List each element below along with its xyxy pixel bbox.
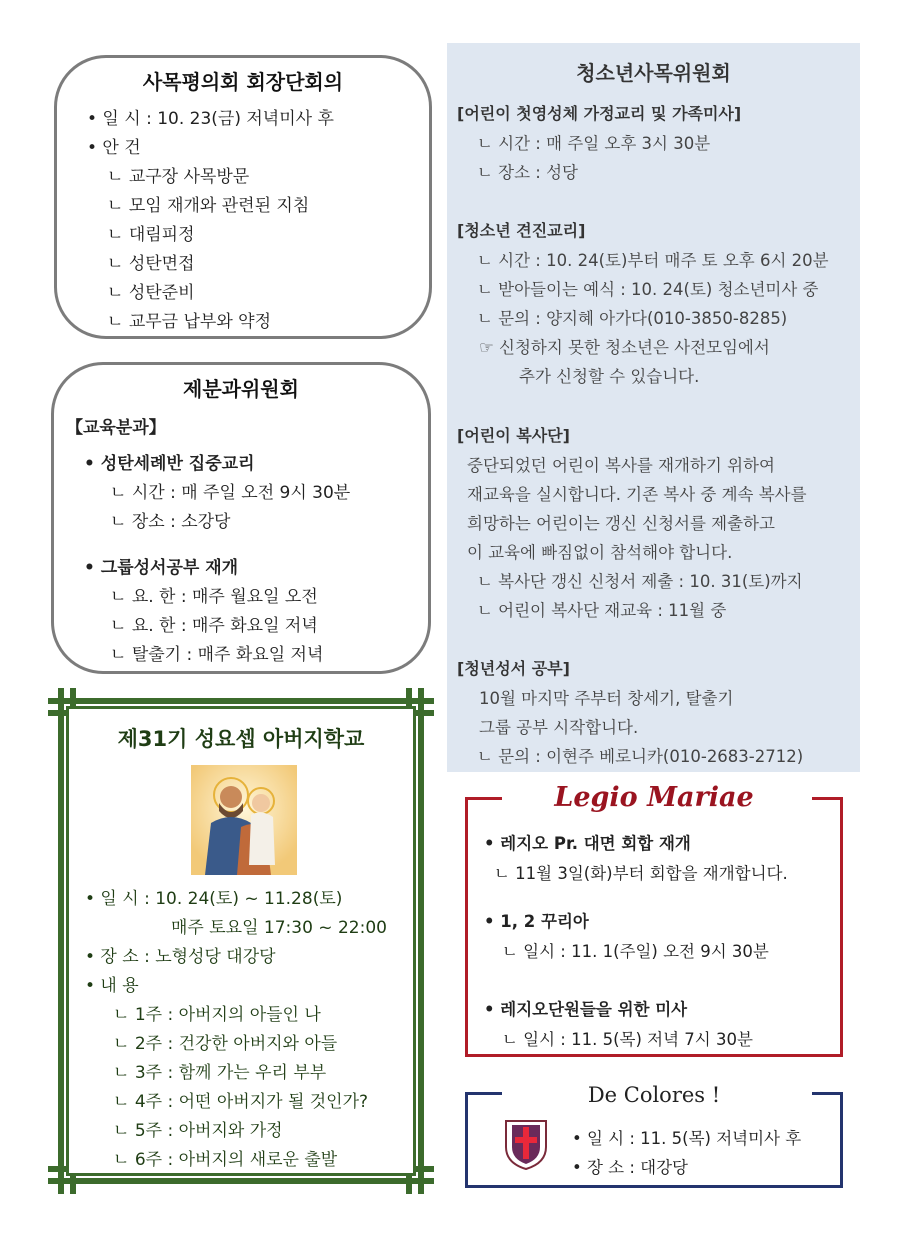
de-colores-date: • 일 시 : 11. 5(목) 저녁미사 후 bbox=[572, 1129, 802, 1148]
list-item: ㄴ 1주 : 아버지의 아들인 나 bbox=[113, 1005, 321, 1025]
section-heading: [청년성서 공부] bbox=[457, 659, 570, 678]
list-item: ㄴ 11월 3일(화)부터 회합을 재개합니다. bbox=[494, 864, 788, 883]
list-item: ㄴ 복사단 갱신 신청서 제출 : 10. 31(토)까지 bbox=[477, 572, 803, 591]
list-item: ㄴ 4주 : 어떤 아버지가 될 것인가? bbox=[113, 1092, 369, 1112]
fathers-school-box bbox=[48, 688, 434, 1194]
list-item: ㄴ 장소 : 성당 bbox=[477, 163, 578, 182]
youth-title: 청소년사목위원회 bbox=[576, 61, 731, 85]
paragraph-line: 희망하는 어린이는 갱신 신청서를 제출하고 bbox=[467, 514, 775, 533]
list-item: ㄴ 5주 : 아버지와 가정 bbox=[113, 1121, 283, 1141]
list-item: ㄴ 일시 : 11. 5(목) 저녁 7시 30분 bbox=[502, 1030, 753, 1049]
paragraph-line: 10월 마지막 주부터 창세기, 탈출기 bbox=[479, 689, 734, 708]
frame-post bbox=[58, 688, 64, 1194]
list-item: ㄴ 대림피정 bbox=[107, 225, 195, 245]
list-item: ㄴ 어린이 복사단 재교육 : 11월 중 bbox=[477, 601, 727, 620]
list-item: ㄴ 교무금 납부와 약정 bbox=[107, 312, 272, 332]
de-colores-box bbox=[465, 1083, 843, 1188]
committees-title: 제분과위원회 bbox=[183, 377, 299, 401]
list-item: • 레지오 Pr. 대면 회합 재개 bbox=[484, 834, 691, 853]
list-item: ㄴ 일시 : 11. 1(주일) 오전 9시 30분 bbox=[502, 942, 769, 961]
list-item: ㄴ 장소 : 소강당 bbox=[110, 512, 231, 532]
list-item: ㄴ 문의 : 양지혜 아가다(010-3850-8285) bbox=[477, 309, 788, 328]
de-colores-place: • 장 소 : 대강당 bbox=[572, 1158, 688, 1177]
fathers-content: • 내 용 bbox=[85, 976, 139, 996]
list-item: ㄴ 받아들이는 예식 : 10. 24(토) 청소년미사 중 bbox=[477, 280, 819, 299]
fathers-time: 매주 토요일 17:30 ~ 22:00 bbox=[171, 918, 387, 938]
list-item: ㄴ 성탄면접 bbox=[107, 254, 195, 274]
list-item: • 1, 2 꾸리아 bbox=[484, 912, 589, 931]
council-date: • 일 시 : 10. 23(금) 저녁미사 후 bbox=[87, 109, 334, 129]
st-joseph-image bbox=[191, 765, 297, 875]
paragraph-line: 중단되었던 어린이 복사를 재개하기 위하여 bbox=[467, 456, 775, 475]
paragraph-line: 이 교육에 빠짐없이 참석해야 합니다. bbox=[467, 543, 733, 562]
de-colores-logo bbox=[498, 1115, 554, 1171]
fathers-school-title: 제31기 성요셉 아버지학교 bbox=[117, 727, 365, 751]
legio-box bbox=[465, 782, 843, 1057]
list-item: ㄴ 성탄준비 bbox=[107, 283, 195, 303]
council-title: 사목평의회 회장단회의 bbox=[142, 70, 344, 94]
section-heading: 【교육분과】 bbox=[66, 418, 166, 438]
list-item: ㄴ 탈출기 : 매주 화요일 저녁 bbox=[110, 645, 324, 665]
list-item: ㄴ 요. 한 : 매주 월요일 오전 bbox=[110, 587, 318, 607]
note-line: 추가 신청할 수 있습니다. bbox=[519, 367, 700, 386]
list-item: ㄴ 문의 : 이현주 베로니카(010-2683-2712) bbox=[477, 747, 804, 766]
list-item: ㄴ 시간 : 10. 24(토)부터 매주 토 오후 6시 20분 bbox=[477, 251, 829, 270]
fathers-place: • 장 소 : 노형성당 대강당 bbox=[85, 947, 276, 967]
list-item: ㄴ 3주 : 함께 가는 우리 부부 bbox=[113, 1063, 327, 1083]
paragraph-line: 재교육을 실시합니다. 기존 복사 중 계속 복사를 bbox=[467, 485, 807, 504]
list-item: ㄴ 요. 한 : 매주 화요일 저녁 bbox=[110, 616, 318, 636]
list-item: ㄴ 2주 : 건강한 아버지와 아들 bbox=[113, 1034, 338, 1054]
committees-box bbox=[51, 362, 431, 674]
de-colores-title: De Colores ! bbox=[587, 1083, 721, 1107]
youth-ministry-panel bbox=[447, 43, 860, 772]
legio-title: Legio Mariae bbox=[554, 782, 754, 813]
list-item: ㄴ 시간 : 매 주일 오후 3시 30분 bbox=[477, 134, 711, 153]
list-item: ㄴ 6주 : 아버지의 새로운 출발 bbox=[113, 1150, 338, 1170]
section-heading: [어린이 복사단] bbox=[457, 426, 570, 445]
section-heading: [청소년 견진교리] bbox=[457, 221, 586, 240]
list-item: • 레지오단원들을 위한 미사 bbox=[484, 1000, 688, 1019]
frame-post bbox=[418, 688, 424, 1194]
council-box bbox=[54, 55, 432, 339]
list-item: ㄴ 교구장 사목방문 bbox=[107, 167, 250, 187]
list-item: • 그룹성서공부 재개 bbox=[84, 558, 239, 578]
list-item: • 성탄세례반 집중교리 bbox=[84, 454, 255, 474]
council-agenda: • 안 건 bbox=[87, 138, 141, 158]
fathers-school-content bbox=[66, 706, 416, 1176]
list-item: ㄴ 모임 재개와 관련된 지침 bbox=[107, 196, 310, 216]
frame-rail bbox=[48, 698, 434, 704]
frame-rail bbox=[48, 1178, 434, 1184]
paragraph-line: 그룹 공부 시작합니다. bbox=[479, 718, 639, 737]
note-line: ☞ 신청하지 못한 청소년은 사전모임에서 bbox=[479, 338, 770, 357]
section-heading: [어린이 첫영성체 가정교리 및 가족미사] bbox=[457, 104, 742, 123]
list-item: ㄴ 시간 : 매 주일 오전 9시 30분 bbox=[110, 483, 351, 503]
fathers-date: • 일 시 : 10. 24(토) ~ 11.28(토) bbox=[85, 889, 343, 909]
